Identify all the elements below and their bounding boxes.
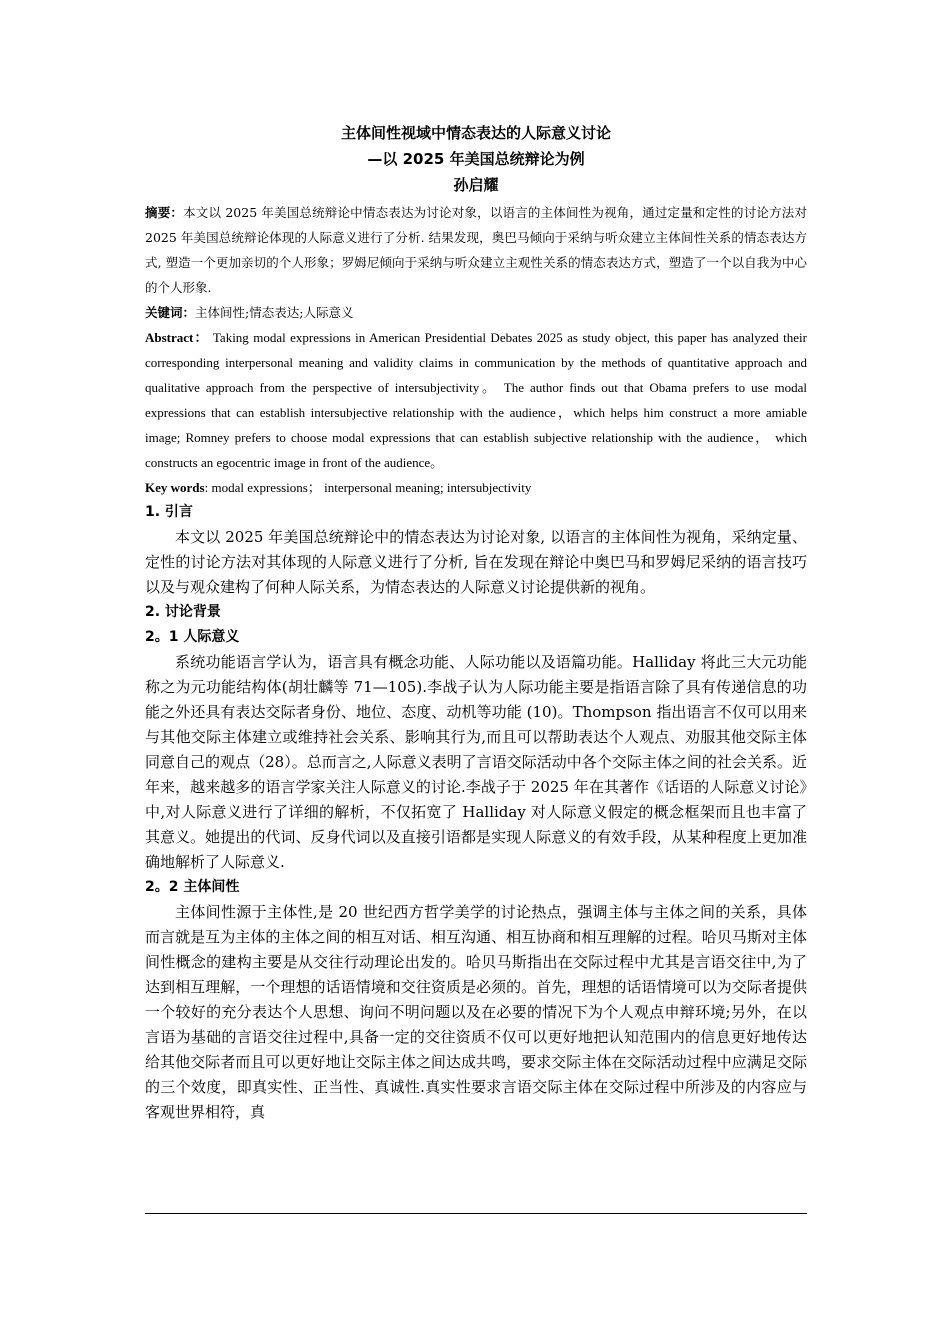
- abstract-en-label: Abstract：: [145, 330, 209, 345]
- abstract-en-text: Taking modal expressions in American Presidential Debates 2025 as study object, this paper has analyzed their corresponding interpersonal meaning and validity claims in communication by the methods of quantitative approach and qualitative approach from the perspective of intersubjectivity。 The author finds out that Obama prefers to use modal expressions that can establish intersubjective relationship with the audience，which helps him construct a more amiable image; Romney prefers to choose modal expressions that can establish subjective relationship with the audience， which constructs an egocentric image in front of the audience。: [145, 330, 808, 470]
- section-2-1-heading: 2。1 人际意义: [145, 629, 240, 645]
- section-1-heading: 1. 引言: [145, 504, 193, 520]
- paper-page: [145, 120, 807, 1125]
- keywords-cn-text: 主体间性;情态表达;人际意义: [195, 305, 354, 320]
- section-1-body: 本文以 2025 年美国总统辩论中的情态表达为讨论对象, 以语言的主体间性为视角，采纳定量、定性的讨论方法对其体现的人际意义进行了分析, 旨在发现在辩论中奥巴马和罗姆尼采纳的语言技巧以及与观众建构了何种人际关系，为情态表达的人际意义讨论提供新的视角。: [145, 528, 807, 596]
- keywords-en: [145, 475, 807, 500]
- section-2-2-heading: 2。2 主体间性: [145, 879, 240, 895]
- paper-title: 主体间性视域中情态表达的人际意义讨论: [340, 124, 611, 142]
- keywords-en-text: : modal expressions； interpersonal meaning; intersubjectivity: [204, 480, 532, 495]
- abstract-cn-label: 摘要：: [145, 205, 184, 220]
- abstract-en: [145, 325, 807, 475]
- footnote-divider: [145, 1213, 807, 1214]
- keywords-en-label: Key words: [145, 480, 205, 495]
- keywords-cn: [145, 300, 807, 325]
- abstract-cn: [145, 200, 807, 300]
- abstract-cn-text: 本文以 2025 年美国总统辩论中情态表达为讨论对象，以语言的主体间性为视角，通过定量和定性的讨论方法对 2025 年美国总统辩论体现的人际意义进行了分析. 结果发现，奥巴马倾向于采纳与听众建立主体间性关系的情态表达方式, 塑造一个更加亲切的个人形象；罗姆尼倾向于采纳与听众建立主观性关系的情态表达方式，塑造了一个以自我为中心的个人形象.: [145, 205, 807, 295]
- section-2-heading: 2. 讨论背景: [145, 604, 221, 620]
- section-2-1-body: 系统功能语言学认为，语言具有概念功能、人际功能以及语篇功能。Halliday 将此三大元功能称之为元功能结构体(胡壮麟等 71—105).李战子认为人际功能主要是指语言除了具有传递信息的功能之外还具有表达交际者身份、地位、态度、动机等功能 (10)。Thompson 指出语言不仅可以用来与其他交际主体建立或维持社会关系、影响其行为,而且可以帮助表达个人观点、劝服其他交际主体同意自己的观点（28）。总而言之,人际意义表明了言语交际活动中各个交际主体之间的社会关系。近年来，越来越多的语言学家关注人际意义的讨论.李战子于 2025 年在其著作《话语的人际意义讨论》中,对人际意义进行了详细的解析，不仅拓宽了 Halliday 对人际意义假定的概念框架而且也丰富了其意义。她提出的代词、反身代词以及直接引语都是实现人际意义的有效手段，从某种程度上更加准确地解析了人际意义.: [145, 653, 807, 871]
- section-2-2-body: 主体间性源于主体性,是 20 世纪西方哲学美学的讨论热点，强调主体与主体之间的关系，具体而言就是互为主体的主体之间的相互对话、相互沟通、相互协商和相互理解的过程。哈贝马斯对主体间性概念的建构主要是从交往行动理论出发的。哈贝马斯指出在交际过程中尤其是言语交往中,为了达到相互理解，一个理想的话语情境和交往资质是必须的。首先，理想的话语情境可以为交际者提供一个较好的充分表达个人思想、询问不明问题以及在必要的情况下为个人观点申辩环境;另外，在以言语为基础的言语交往过程中,具备一定的交往资质不仅可以更好地把认知范围内的信息更好地传达给其他交际者而且可以更好地让交际主体之间达成共鸣，要求交际主体在交际活动过程中应满足交际的三个效度，即真实性、正当性、真诚性.真实性要求言语交际主体在交际过程中所涉及的内容应与客观世界相符，真: [145, 903, 807, 1121]
- paper-subtitle: —以 2025 年美国总统辩论为例: [367, 150, 585, 168]
- keywords-cn-label: 关键词：: [145, 305, 196, 320]
- paper-author: 孙启耀: [453, 176, 499, 194]
